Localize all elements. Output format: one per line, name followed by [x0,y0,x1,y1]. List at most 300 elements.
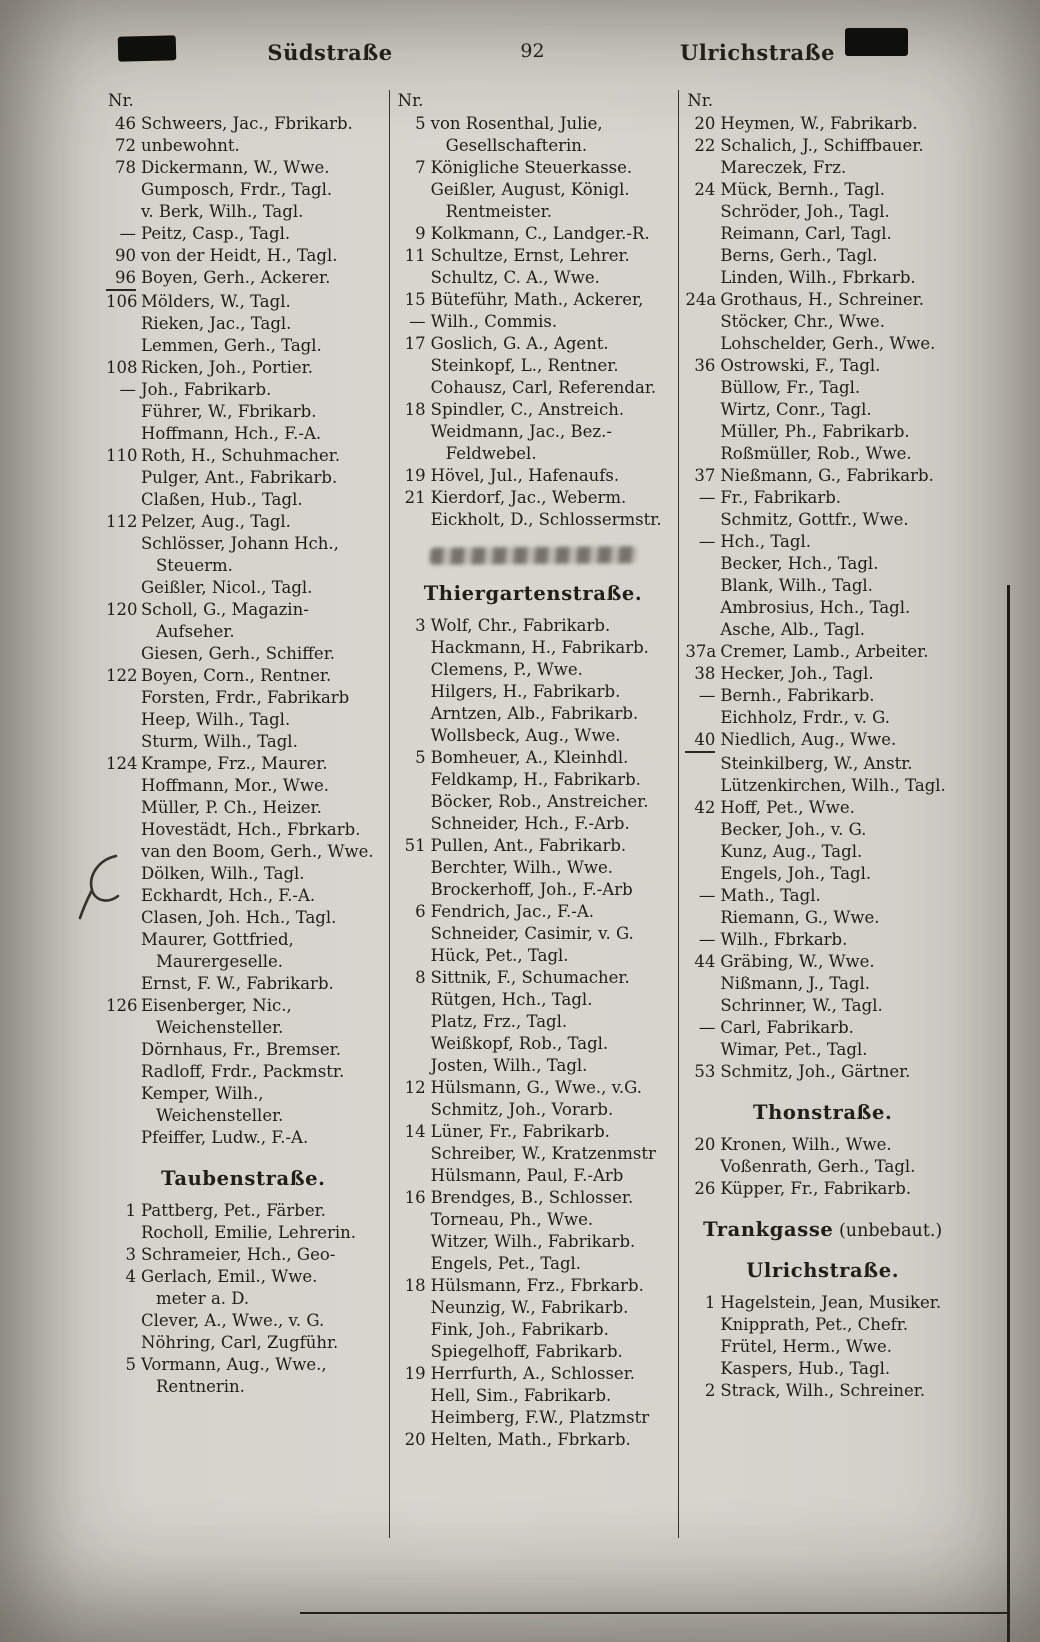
directory-entry [396,1165,671,1187]
house-number [396,879,426,901]
directory-entry [106,401,381,423]
house-number [685,819,715,841]
directory-entry [685,775,960,797]
entry-text: Grothaus, H., Schreiner. [720,290,924,309]
directory-entry [396,421,671,465]
entry-text: Rütgen, Hch., Tagl. [430,990,593,1009]
house-number [685,311,715,333]
entry-text: Becker, Hch., Tagl. [720,554,879,573]
house-number: 20 [404,1430,426,1449]
nr-column-label: Nr. [397,91,424,110]
house-number [106,1222,136,1244]
directory-entry [685,641,960,663]
house-number: 2 [704,1381,716,1400]
directory-entry [106,533,381,577]
directory-entry [396,725,671,747]
directory-entry [685,619,960,641]
house-number [106,1332,136,1354]
header-street-right: Ulrichstraße [680,40,835,65]
house-number: 18 [404,1276,426,1295]
directory-entry [685,1178,960,1200]
house-number: 78 [115,158,136,177]
house-number [106,819,136,841]
entry-text: Joh., Fabrikarb. [141,380,272,399]
directory-entry [685,509,960,531]
entry-text: Hecker, Joh., Tagl. [720,664,874,683]
house-number: — [698,686,716,705]
house-number [396,1231,426,1253]
entry-text: Goslich, G. A., Agent. [430,334,609,353]
directory-entry [106,1222,381,1244]
house-number: 24 [694,180,716,199]
directory-entry [685,1017,960,1039]
house-number: 37 [694,466,716,485]
directory-entry [396,879,671,901]
entry-text: Wilh., Commis. [430,312,558,331]
entry-text: Schweers, Jac., Fbrikarb. [141,114,353,133]
entry-text: unbewohnt. [141,136,240,155]
house-number [106,201,136,223]
house-number [396,1319,426,1341]
entry-text: Steinkilberg, W., Anstr. [720,754,913,773]
house-number: 14 [404,1122,426,1141]
house-number: 5 [415,748,426,767]
house-number: 72 [115,136,136,155]
entry-text: Giesen, Gerh., Schiffer. [141,644,336,663]
directory-entry [106,335,381,357]
directory-entry [106,643,381,665]
directory-entry [685,443,960,465]
house-number [106,179,136,201]
house-number: 90 [115,246,136,265]
directory-entry [396,1231,671,1253]
house-number: — [119,380,136,399]
entry-text: Arntzen, Alb., Fabrikarb. [430,704,639,723]
entry-text: Ernst, F. W., Fabrikarb. [141,974,334,993]
entry-text: Büteführ, Math., Ackerer, [430,290,644,309]
directory-entry [106,885,381,907]
entry-text: Herrfurth, A., Schlosser. [430,1364,636,1383]
entry-text: Weidmann, Jac., Bez.-Feldwebel. [430,422,612,463]
entry-text: Heymen, W., Fabrikarb. [720,114,918,133]
directory-entry [685,135,960,157]
entry-text: Clever, A., Wwe., v. G. [141,1311,325,1330]
entry-text: Hülsmann, Paul, F.-Arb [430,1166,624,1185]
directory-entry [396,509,671,531]
entry-text: Voßenrath, Gerh., Tagl. [720,1157,916,1176]
directory-entry [396,1341,671,1363]
house-number: 120 [106,600,138,619]
directory-entry [396,945,671,967]
directory-entry [396,1011,671,1033]
directory-entry [106,841,381,863]
entry-text: Lemmen, Gerh., Tagl. [141,336,322,355]
entry-text: Königliche Steuerkasse. [430,158,633,177]
entry-text: Müller, P. Ch., Heizer. [141,798,322,817]
directory-entry [396,659,671,681]
house-number: 20 [694,1135,716,1154]
entry-text: Bernh., Fabrikarb. [720,686,875,705]
house-number: 112 [106,512,138,531]
directory-entry [396,223,671,245]
header-street-left: Südstraße [267,40,393,65]
house-number [106,313,136,335]
directory-entry [106,445,381,467]
directory-entry [685,1358,960,1380]
entry-text: Schmitz, Joh., Vorarb. [430,1100,614,1119]
entry-text: Ambrosius, Hch., Tagl. [720,598,911,617]
entry-text: Blank, Wilh., Tagl. [720,576,873,595]
directory-entry [685,333,960,355]
directory-entry [106,995,381,1039]
directory-entry [396,1275,671,1297]
directory-entry [685,575,960,597]
directory-entry [396,747,671,769]
directory-entry [685,597,960,619]
directory-entry [396,1055,671,1077]
directory-entry [396,377,671,399]
house-number: 53 [694,1062,716,1081]
house-number: — [119,224,136,243]
entry-text: Nißmann, J., Tagl. [720,974,871,993]
directory-entry [106,511,381,533]
house-number: 7 [415,158,426,177]
house-number: 110 [106,446,138,465]
entry-text: Pfeiffer, Ludw., F.-A. [141,1128,309,1147]
entry-text: Gumposch, Frdr., Tagl. [141,180,333,199]
house-number [685,1358,715,1380]
entry-text: Hülsmann, G., Wwe., v.G. [430,1078,643,1097]
entry-text: Dölken, Wilh., Tagl. [141,864,305,883]
directory-entry [106,665,381,687]
house-number: 18 [404,400,426,419]
directory-entry [106,973,381,995]
entry-text: Mareczek, Frz. [720,158,847,177]
house-number [685,1039,715,1061]
house-number [685,245,715,267]
entry-text: Kunz, Aug., Tagl. [720,842,863,861]
entry-text: Büllow, Fr., Tagl. [720,378,861,397]
house-number [396,1407,426,1429]
directory-entry [685,487,960,509]
house-number [106,885,136,907]
directory-entry [106,201,381,223]
directory-entry [396,1407,671,1429]
house-number [106,489,136,511]
entry-text: Frütel, Herm., Wwe. [720,1337,892,1356]
entry-text: Schneider, Hch., F.-Arb. [430,814,630,833]
entry-text: Mölders, W., Tagl. [141,292,291,311]
house-number: 21 [404,488,426,507]
entry-text: Eickholt, D., Schlossermstr. [430,510,662,529]
house-number: 5 [125,1355,136,1374]
directory-entry [685,863,960,885]
entry-text: Küpper, Fr., Fabrikarb. [720,1179,912,1198]
entry-text: Lohschelder, Gerh., Wwe. [720,334,936,353]
house-number [396,1253,426,1275]
directory-entry [106,179,381,201]
entry-text: Sturm, Wilh., Tagl. [141,732,298,751]
house-number [396,1143,426,1165]
entry-text: Cremer, Lamb., Arbeiter. [720,642,929,661]
street-heading: Ulrichstraße. [746,1259,900,1282]
entry-text: Schlösser, Johann Hch., Steuerm. [141,534,339,575]
directory-entry [396,245,671,267]
house-number [106,401,136,423]
entry-text: Berns, Gerh., Tagl. [720,246,878,265]
entry-text: Feldkamp, H., Fabrikarb. [430,770,641,789]
house-number [685,157,715,179]
page-number: 92 [520,40,545,62]
directory-entry [685,245,960,267]
house-number [396,637,426,659]
house-number [106,863,136,885]
entry-text: Hövel, Jul., Hafenaufs. [430,466,620,485]
entry-text: Fr., Fabrikarb. [720,488,842,507]
entry-text: Boyen, Corn., Rentner. [141,666,332,685]
entry-text: Kaspers, Hub., Tagl. [720,1359,891,1378]
entry-text: Spindler, C., Anstreich. [430,400,625,419]
entry-text: Schalich, J., Schiffbauer. [720,136,924,155]
house-number [106,643,136,665]
entry-text: Gerlach, Emil., Wwe. [141,1267,318,1286]
directory-entry [396,769,671,791]
entry-text: Geißler, August, Königl. Rentmeister. [430,180,630,221]
entry-text: Stöcker, Chr., Wwe. [720,312,885,331]
directory-entry [685,157,960,179]
entry-text: Pulger, Ant., Fabrikarb. [141,468,338,487]
house-number [685,973,715,995]
entry-text: Weißkopf, Rob., Tagl. [430,1034,609,1053]
house-number: 12 [404,1078,426,1097]
directory-entry [396,835,671,857]
entry-text: Clasen, Joh. Hch., Tagl. [141,908,337,927]
directory-column [100,90,389,1538]
entry-text: Hoffmann, Mor., Wwe. [141,776,330,795]
entry-text: Clemens, P., Wwe. [430,660,583,679]
entry-text: Neunzig, W., Fabrikarb. [430,1298,629,1317]
house-number [106,423,136,445]
entry-text: van den Boom, Gerh., Wwe. [141,842,374,861]
entry-text: Hell, Sim., Fabrikarb. [430,1386,612,1405]
house-number: 44 [694,952,716,971]
directory-entry [685,201,960,223]
directory-entry [685,289,960,311]
directory-entry [396,1099,671,1121]
house-number [685,597,715,619]
directory-entry [685,907,960,929]
entry-text: Geißler, Nicol., Tagl. [141,578,313,597]
entry-text: Roßmüller, Rob., Wwe. [720,444,912,463]
entry-text: Hch., Tagl. [720,532,811,551]
entry-text: Hovestädt, Hch., Fbrkarb. [141,820,361,839]
house-number: 3 [415,616,426,635]
house-number [685,421,715,443]
entry-text: Lüner, Fr., Fabrikarb. [430,1122,610,1141]
entry-text: Roth, H., Schuhmacher. [141,446,341,465]
directory-entry [396,1143,671,1165]
directory-entry [106,313,381,335]
nr-column-label: Nr. [108,91,134,110]
entry-text: Eckhardt, Hch., F.-A. [141,886,316,905]
directory-entry [396,1363,671,1385]
house-number: 9 [415,224,426,243]
directory-entry [106,1200,381,1222]
entry-text: Nießmann, G., Fabrikarb. [720,466,934,485]
directory-entry [106,1039,381,1061]
house-number: 16 [404,1188,426,1207]
house-number [396,725,426,747]
entry-text: Kemper, Wilh., Weichensteller. [141,1084,284,1125]
entry-text: Reimann, Carl, Tagl. [720,224,892,243]
house-number [396,1385,426,1407]
entry-text: Spiegelhoff, Fabrikarb. [430,1342,623,1361]
directory-entry [685,1336,960,1358]
entry-text: Knipprath, Pet., Chefr. [720,1315,909,1334]
house-number: 19 [404,466,426,485]
directory-entry [396,465,671,487]
directory-entry [396,1297,671,1319]
directory-entry [396,333,671,355]
entry-text: Heep, Wilh., Tagl. [141,710,291,729]
house-number: 11 [404,246,426,265]
directory-entry [396,637,671,659]
house-number: 46 [115,114,136,133]
directory-entry [685,1292,960,1314]
house-number [396,923,426,945]
directory-column [678,90,968,1538]
entry-text: Schrinner, W., Tagl. [720,996,883,1015]
entry-text: Forsten, Frdr., Fabrikarb [141,688,350,707]
house-number [396,267,426,289]
house-number: 6 [415,902,426,921]
house-number: 124 [106,754,138,773]
entry-text: Hagelstein, Jean, Musiker. [720,1293,942,1312]
house-number [396,179,426,201]
directory-entry [685,531,960,553]
directory-entry [685,311,960,333]
entry-text: Krampe, Frz., Maurer. [141,754,328,773]
directory-entry [685,753,960,775]
house-number [685,775,715,797]
entry-text: Carl, Fabrikarb. [720,1018,854,1037]
directory-entry [396,923,671,945]
house-number [396,857,426,879]
house-number: 3 [125,1245,136,1264]
house-number [106,929,136,951]
directory-entry [106,1083,381,1127]
entry-text: Eisenberger, Nic., Weichensteller. [141,996,292,1037]
house-number [685,377,715,399]
house-number: 106 [106,292,138,311]
directory-entry [106,1310,381,1332]
entry-text: Riemann, G., Wwe. [720,908,880,927]
house-number [396,769,426,791]
entry-text: Ostrowski, F., Tagl. [720,356,881,375]
house-number [685,753,715,775]
house-number [396,989,426,1011]
directory-entry [685,553,960,575]
directory-entry [396,791,671,813]
house-number [106,841,136,863]
directory-entry [396,615,671,637]
entry-text: Hilgers, H., Fabrikarb. [430,682,621,701]
street-heading-note: (unbebaut.) [833,1221,943,1241]
entry-text: Schultz, C. A., Wwe. [430,268,600,287]
house-number [106,775,136,797]
directory-entry [396,1385,671,1407]
entry-text: Lützenkirchen, Wilh., Tagl. [720,776,946,795]
house-number: 1 [125,1201,136,1220]
directory-column [389,90,679,1538]
entry-text: Hoff, Pet., Wwe. [720,798,855,817]
directory-columns [100,90,968,1538]
directory-entry [396,267,671,289]
directory-entry [685,377,960,399]
house-number [106,687,136,709]
house-number: 37a [685,642,717,661]
house-number [396,1165,426,1187]
entry-text: Ricken, Joh., Portier. [141,358,313,377]
entry-text: Helten, Math., Fbrkarb. [430,1430,631,1449]
house-number: — [698,1018,716,1037]
entry-text: Torneau, Ph., Wwe. [430,1210,594,1229]
directory-entry [396,311,671,333]
house-number [396,1055,426,1077]
directory-entry [685,355,960,377]
entry-text: von Rosenthal, Julie, Gesellschafterin. [430,114,603,155]
house-number [396,1099,426,1121]
entry-text: Brockerhoff, Joh., F.-Arb [430,880,633,899]
house-number: 4 [125,1267,136,1286]
entry-text: Wolf, Chr., Fabrikarb. [430,616,611,635]
house-number [106,335,136,357]
house-number [396,945,426,967]
scan-artifact-line [300,1612,1009,1614]
street-heading: Trankgasse (unbebaut.) [703,1218,943,1241]
directory-entry [106,863,381,885]
entry-text: Böcker, Rob., Anstreicher. [430,792,649,811]
directory-entry [685,1134,960,1156]
directory-entry [685,113,960,135]
house-number: 5 [415,114,426,133]
house-number [685,863,715,885]
directory-entry [106,797,381,819]
house-number: 20 [694,114,716,133]
directory-entry [106,113,381,135]
directory-entry [685,973,960,995]
house-number [685,201,715,223]
directory-entry [106,775,381,797]
entry-text: Platz, Frz., Tagl. [430,1012,568,1031]
street-heading: Taubenstraße. [161,1167,326,1190]
directory-entry [106,1332,381,1354]
directory-entry [396,989,671,1011]
entry-text: Hülsmann, Frz., Fbrkarb. [430,1276,644,1295]
directory-entry [685,465,960,487]
directory-entry [106,1244,381,1266]
street-heading: Thonstraße. [752,1101,893,1124]
entry-text: Wirtz, Conr., Tagl. [720,400,872,419]
house-number [396,1209,426,1231]
directory-entry [685,663,960,685]
directory-entry [685,1061,960,1083]
directory-entry [106,577,381,599]
directory-entry [685,685,960,707]
directory-entry [685,421,960,443]
directory-entry [106,135,381,157]
entry-text: Schneider, Casimir, v. G. [430,924,634,943]
